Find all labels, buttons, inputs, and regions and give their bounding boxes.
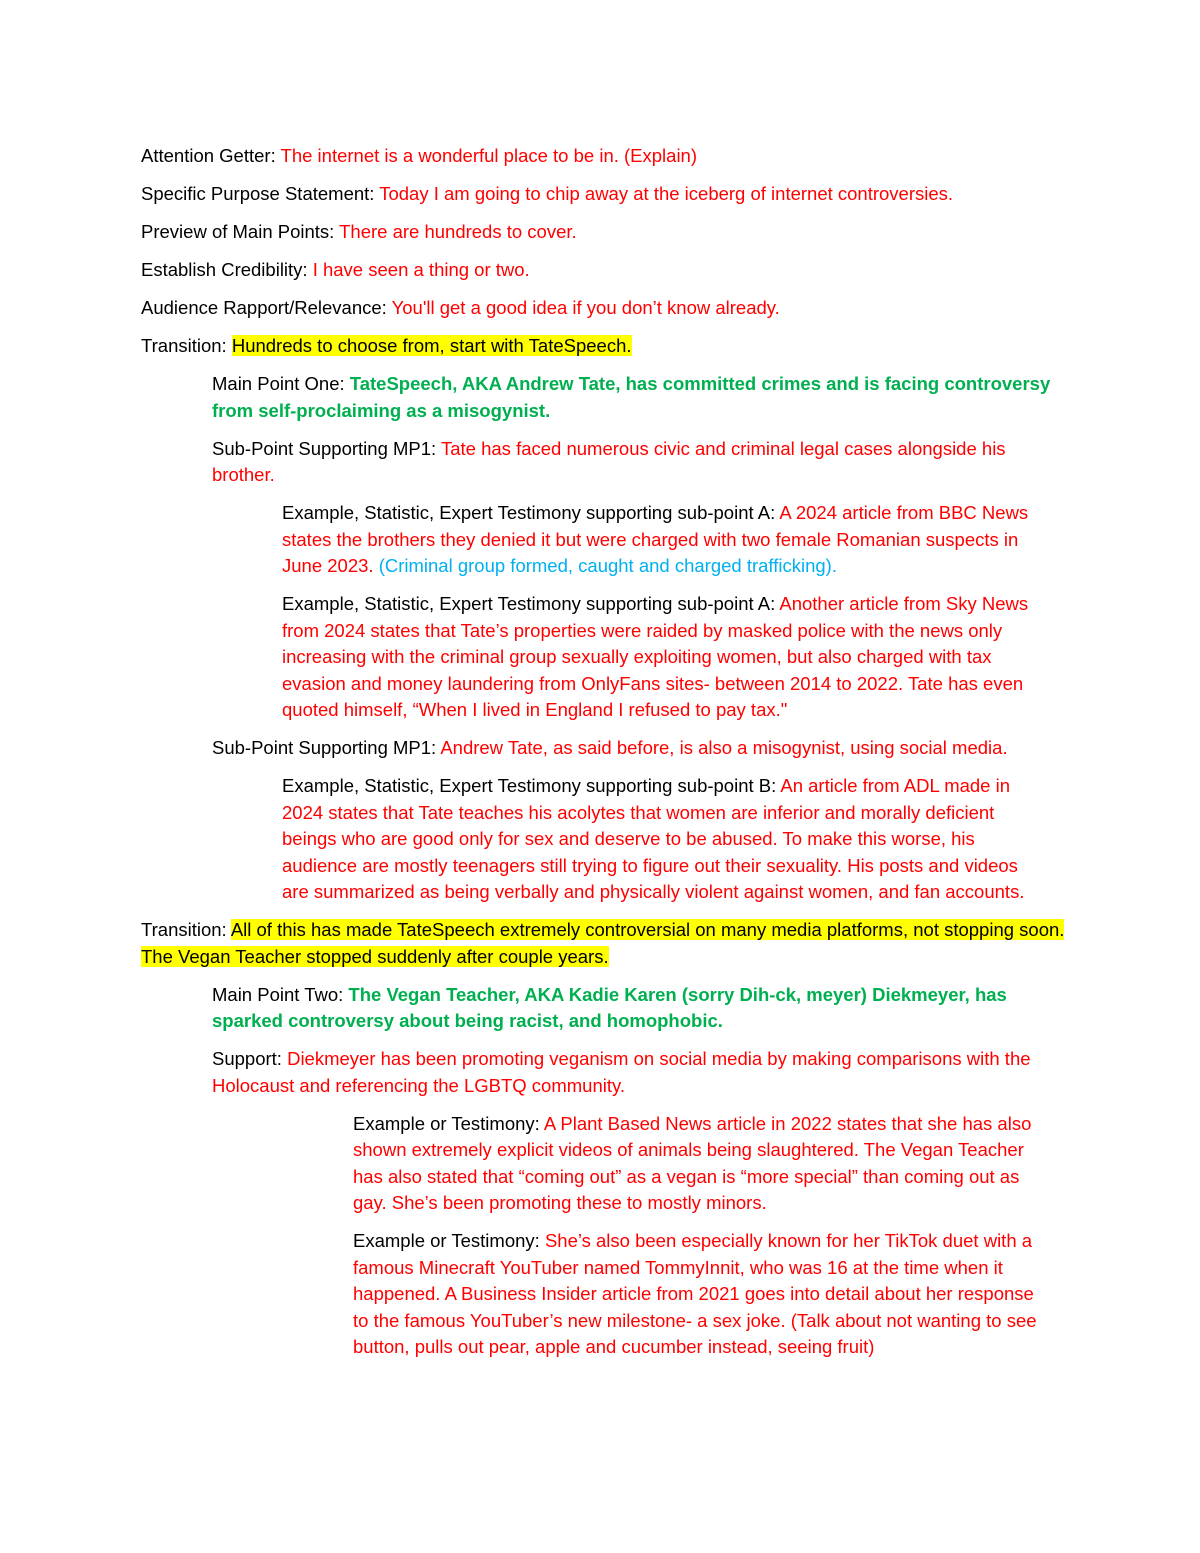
example-b1-label: Example, Statistic, Expert Testimony supporting sub-point B:	[282, 775, 781, 796]
example-testimony-1	[353, 1111, 1053, 1217]
preview-label: Preview of Main Points:	[141, 221, 340, 242]
sub-point-a	[212, 436, 1057, 489]
preview-text: There are hundreds to cover.	[339, 221, 577, 242]
main-point-two	[212, 982, 1057, 1035]
example-a2-text: Another article from Sky News from 2024 states that Tate’s properties were raided by masked police with the news only increasing with the criminal group sexually exploiting women, but also charged with tax evasion and money laundering from OnlyFans sites- between 2014 to 2022. Tate has even quoted himself, “When I lived in England I refused to pay tax."	[282, 593, 1029, 720]
main-point-one	[212, 371, 1057, 424]
credibility-text: I have seen a thing or two.	[312, 259, 530, 280]
credibility-label: Establish Credibility:	[141, 259, 313, 280]
example-b1-text: An article from ADL made in 2024 states that Tate teaches his acolytes that women are inferior and morally deficient beings who are good only for sex and deserve to be abused. To make this worse, his audience are mostly teenagers still trying to figure out their sexuality. His posts and videos are summarized as being verbally and physically violent against women, and fan accounts.	[282, 775, 1025, 902]
example-a1-note: (Criminal group formed, caught and charged trafficking).	[378, 555, 837, 576]
preview-main-points	[141, 219, 1080, 246]
example-testimony-2	[353, 1228, 1053, 1361]
purpose-text: Today I am going to chip away at the iceberg of internet controversies.	[379, 183, 954, 204]
example-testimony-2-text: She’s also been especially known for her TikTok duet with a famous Minecraft YouTuber named TommyInnit, who was 16 at the time when it happened. A Business Insider article from 2021 goes into detail about her response to the famous YouTuber’s new milestone- a sex joke. (Talk about not wanting to see button, pulls out pear, apple and cucumber instead, seeing fruit)	[353, 1230, 1037, 1357]
example-testimony-2-label: Example or Testimony:	[353, 1230, 545, 1251]
main-point-one-label: Main Point One:	[212, 373, 350, 394]
transition-one-label: Transition:	[141, 335, 232, 356]
example-a2	[282, 591, 1042, 724]
sub-point-b-label: Sub-Point Supporting MP1:	[212, 737, 441, 758]
example-a1	[282, 500, 1042, 580]
main-point-two-text: The Vegan Teacher, AKA Kadie Karen (sorry Dih-ck, meyer) Diekmeyer, has sparked controversy about being racist, and homophobic.	[212, 983, 1007, 1031]
support	[212, 1046, 1057, 1099]
transition-two-text: All of this has made TateSpeech extremely controversial on many media platforms, not stopping soon. The Vegan Teacher stopped suddenly after couple years.	[141, 919, 1065, 967]
sub-point-a-text: Tate has faced numerous civic and criminal legal cases alongside his brother.	[212, 437, 1006, 485]
purpose-label: Specific Purpose Statement:	[141, 183, 380, 204]
attention-getter-text: The internet is a wonderful place to be in. (Explain)	[280, 145, 698, 166]
transition-one	[141, 333, 1080, 360]
sub-point-a-label: Sub-Point Supporting MP1:	[212, 437, 441, 459]
sub-point-b-text: Andrew Tate, as said before, is also a misogynist, using social media.	[440, 737, 1008, 758]
example-a1-label: Example, Statistic, Expert Testimony supporting sub-point A:	[282, 502, 780, 523]
example-b1	[282, 773, 1042, 906]
main-point-one-text: TateSpeech, AKA Andrew Tate, has committed crimes and is facing controversy from self-proclaiming as a misogynist.	[212, 373, 1051, 421]
audience-rapport	[141, 295, 1080, 322]
example-a2-label: Example, Statistic, Expert Testimony supporting sub-point A:	[282, 593, 780, 614]
rapport-text: You'll get a good idea if you don’t know already.	[391, 297, 780, 318]
support-text: Diekmeyer has been promoting veganism on social media by making comparisons with the Holocaust and referencing the LGBTQ community.	[212, 1048, 1031, 1096]
support-label: Support:	[212, 1048, 288, 1069]
establish-credibility	[141, 257, 1080, 284]
example-testimony-1-text: A Plant Based News article in 2022 states that she has also shown extremely explicit videos of animals being slaughtered. The Vegan Teacher has also stated that “coming out” as a vegan is “more special” than coming out as gay. She’s been promoting these to mostly minors.	[353, 1112, 1032, 1213]
example-testimony-1-label: Example or Testimony:	[353, 1112, 544, 1134]
attention-getter	[141, 143, 1080, 170]
attention-getter-label: Attention Getter:	[141, 145, 281, 166]
example-a1-text: A 2024 article from BBC News states the brothers they denied it but were charged with two female Romanian suspects in June 2023.	[282, 502, 1029, 576]
rapport-label: Audience Rapport/Relevance:	[141, 297, 392, 318]
transition-one-text: Hundreds to choose from, start with TateSpeech.	[231, 335, 632, 356]
specific-purpose-statement	[141, 181, 1080, 208]
transition-two	[141, 917, 1080, 970]
transition-two-label: Transition:	[141, 919, 231, 940]
main-point-two-label: Main Point Two:	[212, 983, 349, 1005]
sub-point-b	[212, 735, 1057, 762]
